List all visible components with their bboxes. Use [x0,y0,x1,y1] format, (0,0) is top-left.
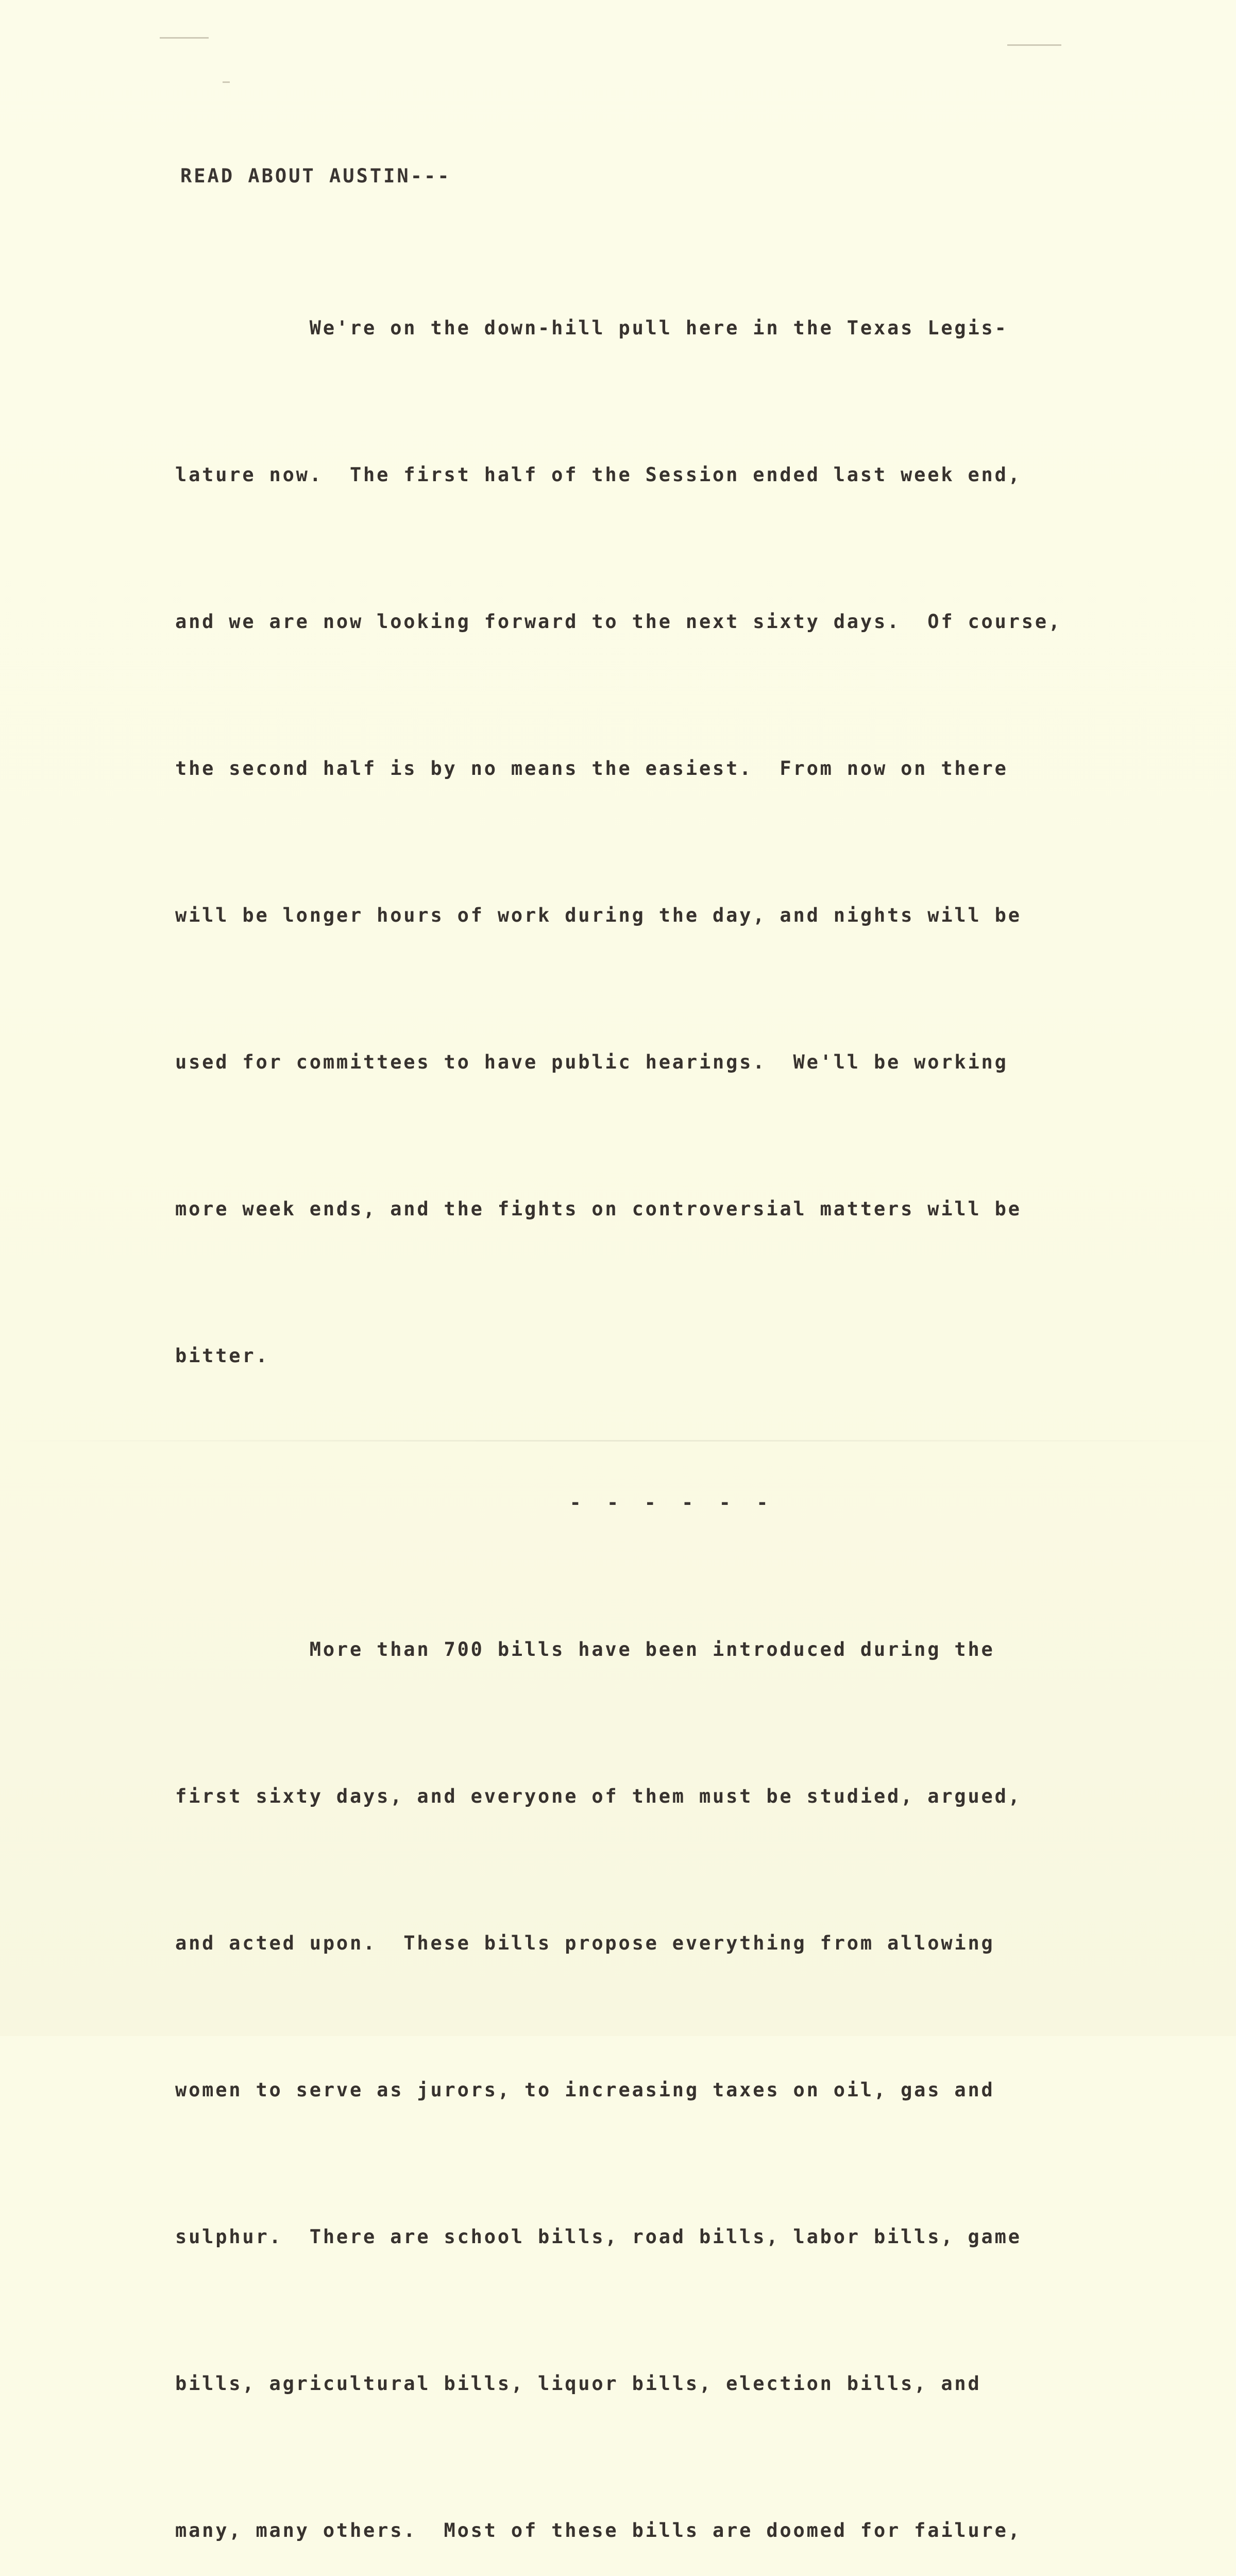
document-body [175,165,1154,2576]
text-line: will be longer hours of work during the day, and nights will be [175,904,1022,926]
text-line: lature now. The first half of the Session ended last week end, [175,464,1022,486]
text-line: women to serve as jurors, to increasing taxes on oil, gas and [175,2079,995,2101]
paper-mark [1007,44,1061,46]
paper-mark [223,81,230,83]
document-heading: READ ABOUT AUSTIN--- [180,165,451,187]
text-line: many, many others. Most of these bills are doomed for failure, [175,2519,1022,2541]
text-line: used for committees to have public hearings. We'll be working [175,1051,1008,1073]
text-line: more week ends, and the fights on controversial matters will be [175,1198,1022,1220]
paragraph-legislature-session [175,206,1154,1478]
text-line: We're on the down-hill pull here in the Texas Legis- [175,317,1008,339]
text-line: the second half is by no means the easiest. From now on there [175,757,1008,779]
section-separator: - - - - - - [569,1492,775,1514]
text-line: first sixty days, and everyone of them must be studied, argued, [175,1785,1022,1807]
text-line: bills, agricultural bills, liquor bills, election bills, and [175,2372,981,2395]
text-line: More than 700 bills have been introduced during the [175,1638,995,1660]
paragraph-bills-introduced [175,1527,1154,2576]
text-line: and we are now looking forward to the next sixty days. Of course, [175,611,1062,633]
text-line: sulphur. There are school bills, road bills, labor bills, game [175,2226,1022,2248]
paper-mark [160,37,209,39]
text-line: bitter. [175,1345,269,1367]
text-line: and acted upon. These bills propose everything from allowing [175,1932,995,1954]
